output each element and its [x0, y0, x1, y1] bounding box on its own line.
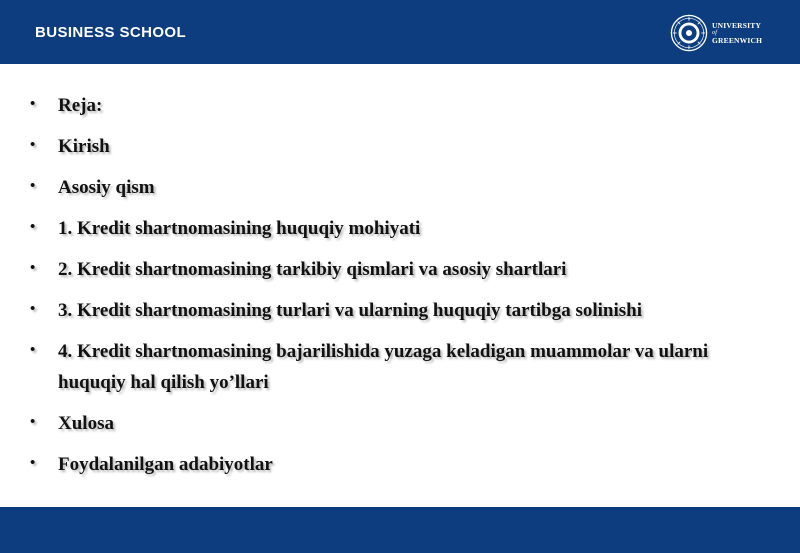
agenda-item — [0, 336, 800, 398]
slide-content — [0, 64, 800, 507]
logo-line-of: of — [712, 30, 718, 36]
bullet-icon: • — [30, 414, 36, 430]
agenda-item-text: Foydalanilgan adabiyotlar — [58, 454, 273, 475]
agenda-item-text: 4. Kredit shartnomasining bajarilishida yuzaga keladigan muammolar va ularni huquqiy hal qilish yo’llari — [58, 341, 709, 393]
bullet-icon: • — [30, 342, 36, 358]
bullet-icon: • — [30, 260, 36, 276]
agenda-item — [0, 213, 800, 244]
agenda-item-text: 1. Kredit shartnomasining huquqiy mohiyati — [58, 218, 421, 239]
agenda-item-text: Kirish — [58, 136, 110, 157]
bullet-icon: • — [30, 455, 36, 471]
agenda-item — [0, 295, 800, 326]
agenda-item-text: 2. Kredit shartnomasining tarkibiy qismlari va asosiy shartlari — [58, 259, 567, 280]
bullet-icon: • — [30, 301, 36, 317]
university-logo — [670, 14, 774, 54]
bullet-icon: • — [30, 219, 36, 235]
agenda-list — [0, 90, 800, 490]
agenda-item-text: 3. Kredit shartnomasining turlari va ularning huquqiy tartibga solinishi — [58, 300, 643, 321]
agenda-item — [0, 449, 800, 480]
logo-line-university: UNIVERSITY — [712, 21, 762, 30]
agenda-item — [0, 254, 800, 285]
agenda-item — [0, 131, 800, 162]
university-seal-icon — [670, 14, 708, 52]
logo-line-greenwich: GREENWICH — [712, 36, 763, 45]
footer-bar — [0, 507, 800, 553]
bullet-icon: • — [30, 178, 36, 194]
university-logo-text — [712, 21, 762, 45]
agenda-item — [0, 90, 800, 121]
bullet-icon: • — [30, 137, 36, 153]
header-title: BUSINESS SCHOOL — [35, 24, 187, 41]
agenda-item-text: Asosiy qism — [58, 177, 155, 198]
agenda-item — [0, 408, 800, 439]
bullet-icon: • — [30, 96, 36, 112]
agenda-item — [0, 172, 800, 203]
agenda-item-text: Xulosa — [58, 413, 114, 434]
agenda-item-text: Reja: — [58, 95, 103, 116]
header-bar — [0, 0, 800, 64]
